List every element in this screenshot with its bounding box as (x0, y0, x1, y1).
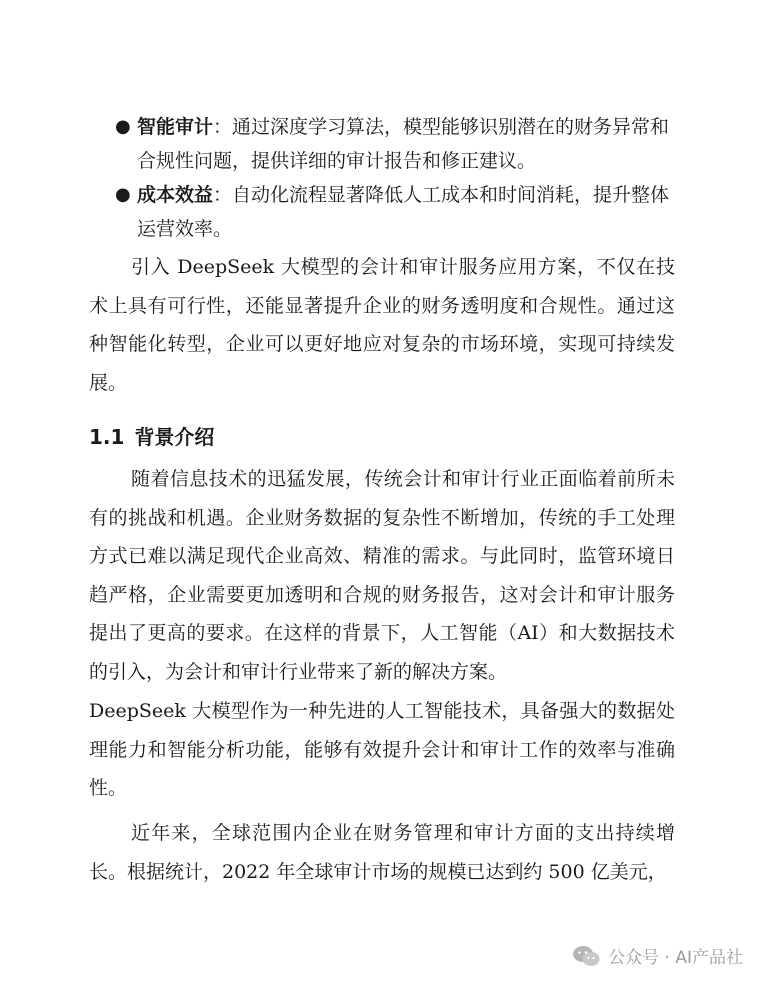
bullet-term: 成本效益 (137, 184, 214, 206)
section-title: 背景介绍 (134, 425, 215, 449)
intro-paragraph: 引入 DeepSeek 大模型的会计和审计服务应用方案，不仅在技术上具有可行性，还能显著提升企业的财务透明度和合规性。通过这种智能化转型，企业可以更好地应对复杂的市场环境，实现可持续发展。 (89, 256, 675, 394)
wechat-icon (572, 944, 600, 968)
bullet-term: 智能审计 (137, 116, 214, 138)
bullet-content (137, 178, 675, 246)
bullet-text: ：通过深度学习算法，模型能够识别潜在的财务异常和合规性问题，提供详细的审计报告和修正建议。 (137, 116, 670, 172)
bullet-item-cost-benefit (115, 178, 675, 246)
bullet-item-smart-audit (115, 110, 675, 178)
bullet-dot-icon: ● (115, 184, 131, 205)
watermark-text: 公众号 · AI产品社 (608, 948, 743, 968)
section-number: 1.1 (89, 425, 125, 449)
background-paragraph: 随着信息技术的迅猛发展，传统会计和审计行业正面临着前所未有的挑战和机遇。企业财务数据的复杂性不断增加，传统的手工处理方式已难以满足现代企业高效、精准的需求。与此同时，监管环境日趋严格，企业需要更加透明和合规的财务报告，这对会计和审计服务提出了更高的要求。在这样的背景下，人工智能（AI）和大数据技术的引入，为会计和审计行业带来了新的解决方案。 (89, 468, 675, 683)
market-paragraph: 近年来，全球范围内企业在财务管理和审计方面的支出持续增长。根据统计，2022 年全球审计市场的规模已达到约 500 亿美元， (89, 822, 675, 883)
bullet-dot-icon: ● (115, 116, 131, 137)
bullet-text: ：自动化流程显著降低人工成本和时间消耗，提升整体运营效率。 (137, 184, 670, 240)
deepseek-paragraph: DeepSeek 大模型作为一种先进的人工智能技术，具备强大的数据处理能力和智能分析功能，能够有效提升会计和审计工作的效率与准确性。 (89, 700, 675, 800)
section-heading (89, 422, 214, 452)
watermark (572, 943, 743, 968)
bullet-content (137, 110, 675, 178)
